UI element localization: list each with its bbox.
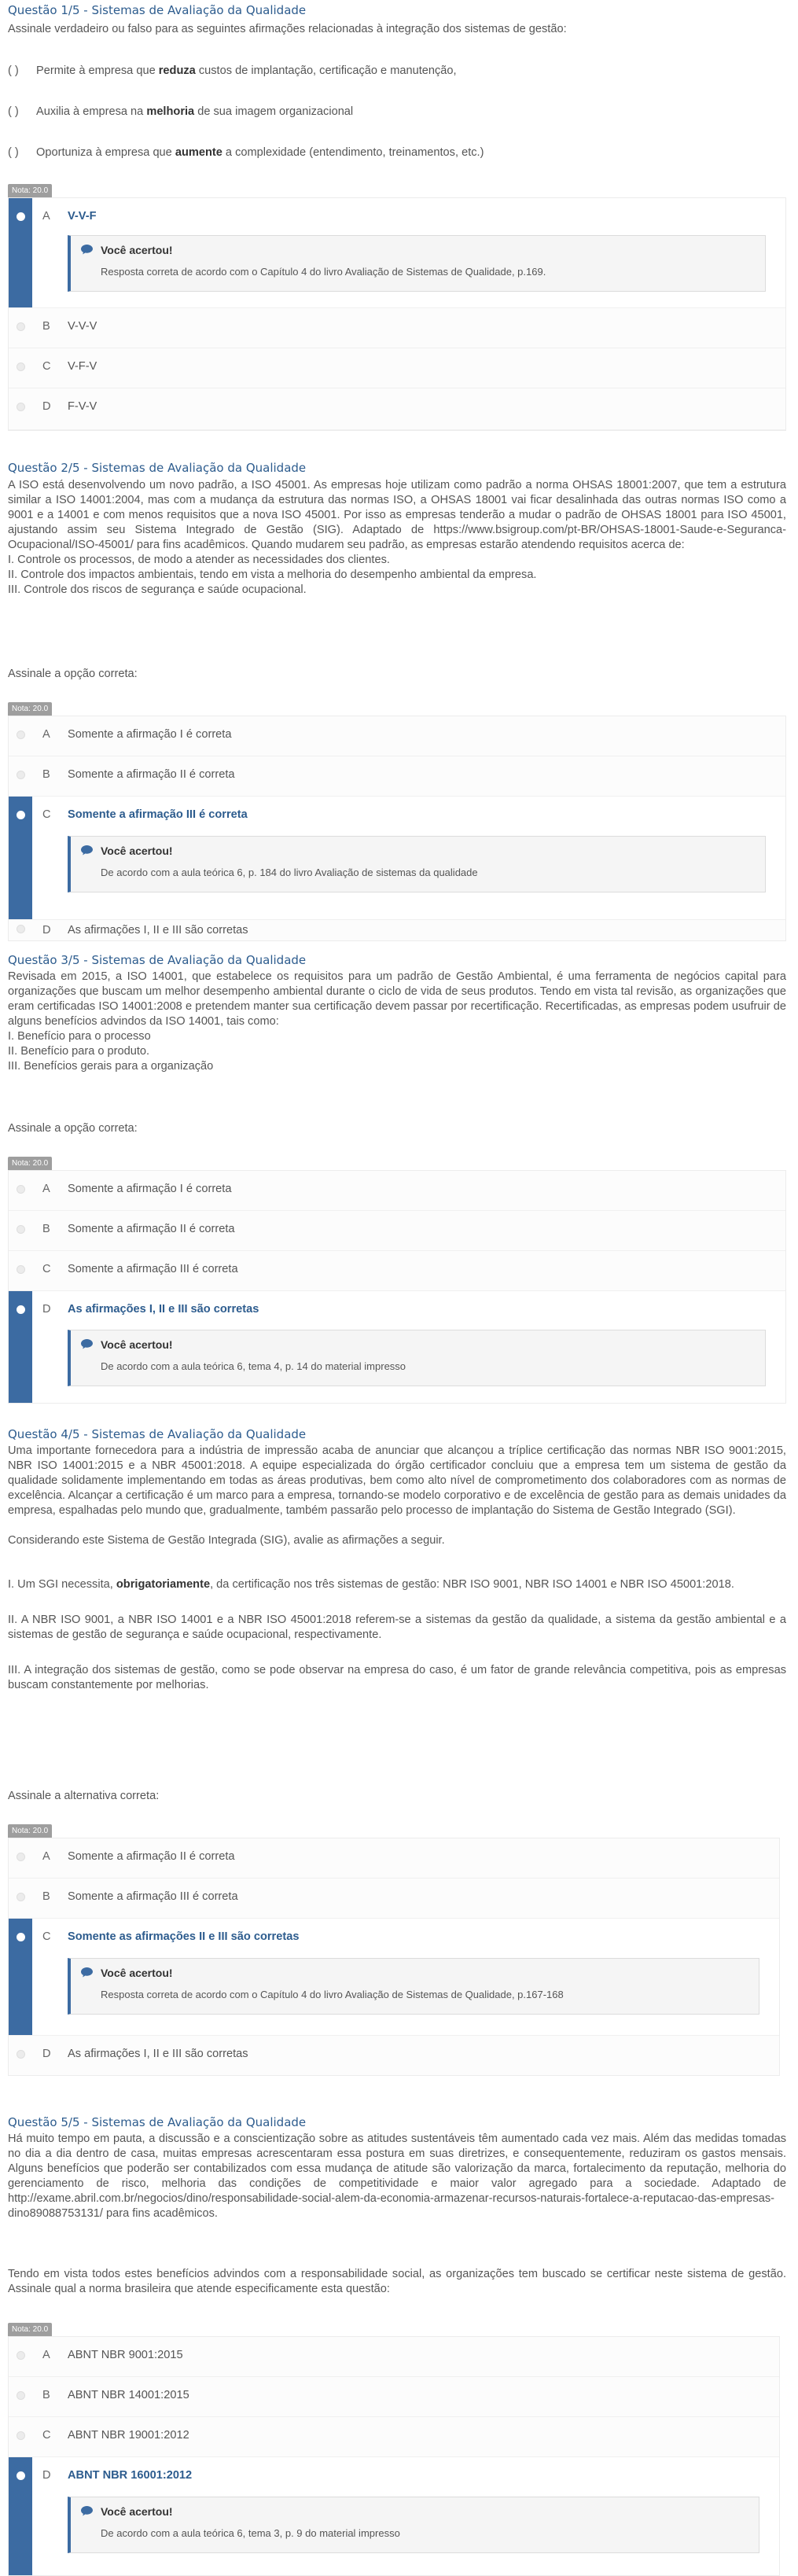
option-text: As afirmações I, II e III são corretas [68,1303,259,1316]
feedback-text: Resposta correta de acordo com o Capítulo 4 do livro Avaliação de Sistemas de Qualidade, p.167-168 [101,1989,564,2000]
radio-icon[interactable] [17,925,25,933]
question-5-option-c[interactable] [9,2417,779,2457]
radio-icon[interactable] [17,811,25,819]
question-4-option-a[interactable] [9,1838,779,1879]
option-text: ABNT NBR 9001:2015 [68,2349,183,2361]
option-text: V-V-F [68,210,97,223]
option-letter: C [42,2429,51,2442]
question-1-intro: Assinale verdadeiro ou falso para as seguintes afirmações relacionadas à integração dos sistemas de gestão: [8,23,567,35]
radio-icon[interactable] [17,2050,25,2059]
chat-bubble-icon [80,1338,94,1349]
option-text: Somente a afirmação I é correta [68,1183,232,1195]
question-4-grade-badge: Nota: 20.0 [8,1824,52,1838]
question-4-statement-3: III. A integração dos sistemas de gestão, como se pode observar na empresa do caso, é um fator de grande relevância competitiva, pois as empresas buscam constantemente por melhorias. [8,1664,786,1691]
question-3-item-3: III. Benefícios gerais para a organização [8,1060,214,1073]
option-text: Somente a afirmação II é correta [68,1850,235,1863]
question-2-option-a[interactable] [9,716,785,756]
option-text: V-V-V [68,320,97,333]
option-text: Somente a afirmação III é correta [68,1890,238,1903]
question-1-statement-1: ( ) Permite à empresa que reduza custos de implantação, certificação e manutenção, [8,64,457,77]
chat-bubble-icon [80,244,94,255]
option-letter: D [42,2048,51,2060]
radio-icon[interactable] [17,403,25,411]
question-1-option-b[interactable] [9,308,785,348]
question-1-statement-2: ( ) Auxilia à empresa na melhoria de sua imagem organizacional [8,105,354,118]
radio-icon[interactable] [17,2351,25,2360]
question-4-title: Questão 4/5 - Sistemas de Avaliação da Qualidade [8,1427,307,1441]
radio-icon[interactable] [17,1893,25,1901]
question-1-title: Questão 1/5 - Sistemas de Avaliação da Qualidade [8,3,307,17]
question-2-option-c[interactable] [9,797,785,920]
feedback-text: De acordo com a aula teórica 6, tema 3, p. 9 do material impresso [101,2527,400,2539]
radio-icon[interactable] [17,1933,25,1941]
option-text: ABNT NBR 14001:2015 [68,2389,189,2401]
feedback-heading: Você acertou! [101,2505,173,2518]
chat-bubble-icon [80,2505,94,2516]
question-1-feedback [68,235,766,292]
option-letter: B [42,2389,50,2401]
radio-icon[interactable] [17,2431,25,2440]
question-3-item-2: II. Benefício para o produto. [8,1045,150,1058]
question-5-option-d[interactable] [9,2457,779,2575]
radio-icon[interactable] [17,1265,25,1274]
question-3-feedback [68,1330,766,1386]
radio-icon[interactable] [17,1185,25,1194]
question-1-stem [8,22,786,160]
question-5-feedback [68,2497,759,2553]
question-5-option-b[interactable] [9,2377,779,2417]
radio-icon[interactable] [17,362,25,371]
option-letter: C [42,1263,51,1275]
option-letter: D [42,400,51,413]
option-letter: C [42,1930,51,1943]
question-4-option-d[interactable] [9,2036,779,2075]
option-letter: B [42,1890,50,1903]
question-4-paragraph: Uma importante fornecedora para a indústria de impressão acaba de anunciar que alcançou a tríplice certificação das normas NBR ISO 9001:2015, NBR ISO 14001:2015 e a NBR 45001:2018. A equipe especializada do órgão certificador concluiu que a empresa tem um sistema de gestão da qualidade solidamente implementando em todas as áreas produtivas, bem como alto nível de comprometimento dos colaboradores com as normas de excelência. Alcançar a certificação é um marco para a empresa, tornando-se modelo corporativo e de excelência de gestão para as demais unidades da empresa, espalhadas pelo mundo que, gradualmente, também passarão pelo processo de implantação do Sistema de Gestão Integrado (SGI). [8,1444,786,1517]
question-3-prompt: Assinale a opção correta: [8,1122,138,1135]
question-3-option-d[interactable] [9,1291,785,1403]
option-text: Somente a afirmação I é correta [68,728,232,741]
question-5-title: Questão 5/5 - Sistemas de Avaliação da Qualidade [8,2115,307,2129]
radio-icon[interactable] [17,1853,25,1861]
option-text: Somente a afirmação III é correta [68,808,248,821]
question-4-option-b[interactable] [9,1879,779,1919]
question-2-grade-badge: Nota: 20.0 [8,702,52,716]
question-5-prompt: Tendo em vista todos estes benefícios advindos com a responsabilidade social, as organizações tem buscado se certificar neste sistema de gestão. Assinale qual a norma brasileira que atende especificamente esta questão: [8,2268,786,2295]
question-5-grade-badge: Nota: 20.0 [8,2323,52,2336]
question-4-statement-2: II. A NBR ISO 9001, a NBR ISO 14001 e a NBR ISO 45001:2018 referem-se a sistemas da gestão da qualidade, a sistema da gestão ambiental e a sistemas de gestão de segurança e saúde ocupacional, respectivamente. [8,1614,786,1641]
radio-icon[interactable] [17,2391,25,2400]
question-3-option-a[interactable] [9,1171,785,1211]
question-5-paragraph: Há muito tempo em pauta, a discussão e a conscientização sobre as atitudes sustentáveis têm aumentado cada vez mais. Além das medidas tomadas no dia a dia dentro de casa, muitas empresas acrescentaram essa postura em suas diretrizes, e consequentemente, reduziram os gastos mensais. Alguns benefícios que poderão ser contabilizados com essa mudança de atitude são valorização da marca, fortalecimento da reputação, melhoria do gerenciamento de risco, melhoria das condições de competitividade e maior valor agregado para a sociedade. Adaptado de http://exame.abril.com.br/negocios/dino/responsabilidade-social-alem-da-economia-armazenar-recursos-naturais-fortalece-a-reputacao-das-empresas-dino89088753131/ para fins acadêmicos. [8,2133,786,2220]
option-letter: A [42,728,50,741]
question-4-consider: Considerando este Sistema de Gestão Integrada (SIG), avalie as afirmações a seguir. [8,1534,445,1547]
chat-bubble-icon [80,845,94,856]
option-letter: D [42,924,51,937]
feedback-text: De acordo com a aula teórica 6, tema 4, p. 14 do material impresso [101,1360,406,1372]
feedback-heading: Você acertou! [101,244,173,256]
question-4-option-c[interactable] [9,1919,779,2036]
feedback-text: De acordo com a aula teórica 6, p. 184 do livro Avaliação de sistemas da qualidade [101,867,478,878]
option-text: Somente a afirmação II é correta [68,768,235,781]
question-2-stem [8,478,786,598]
option-letter: A [42,210,50,223]
option-text: As afirmações I, II e III são corretas [68,2048,248,2060]
question-1-option-a[interactable] [9,198,785,308]
radio-icon[interactable] [17,771,25,779]
option-letter: A [42,1183,50,1195]
option-text: ABNT NBR 19001:2012 [68,2429,189,2442]
feedback-text: Resposta correta de acordo com o Capítulo 4 do livro Avaliação de Sistemas de Qualidade, p.169. [101,266,546,278]
question-3-option-c[interactable] [9,1251,785,1291]
question-1-option-c[interactable] [9,348,785,388]
option-text: Somente a afirmação III é correta [68,1263,238,1275]
option-letter: C [42,808,51,821]
question-4-statement-1: I. Um SGI necessita, obrigatoriamente, da certificação nos três sistemas de gestão: NBR ISO 9001, NBR ISO 14001 e NBR ISO 45001:2018. [8,1578,734,1591]
question-3-option-b[interactable] [9,1211,785,1251]
question-1-option-d[interactable] [9,388,785,430]
option-text: As afirmações I, II e III são corretas [68,924,248,937]
option-letter: B [42,320,50,333]
question-4-answers [8,1838,780,2076]
question-5-option-a[interactable] [9,2337,779,2377]
question-4-feedback [68,1958,759,2015]
radio-icon[interactable] [17,322,25,331]
question-5-answers [8,2336,780,2576]
option-text: Somente a afirmação II é correta [68,1223,235,1235]
option-letter: A [42,2349,50,2361]
question-3-item-1: I. Benefício para o processo [8,1030,151,1043]
question-5-stem [8,2132,786,2221]
option-letter: B [42,1223,50,1235]
chat-bubble-icon [80,1967,94,1978]
option-letter: C [42,360,51,373]
question-1-grade-badge: Nota: 20.0 [8,184,52,197]
option-letter: D [42,1303,51,1316]
option-text: F-V-V [68,400,97,413]
question-3-stem [8,970,786,1074]
option-text: Somente as afirmações II e III são corretas [68,1930,300,1943]
radio-icon[interactable] [17,212,25,221]
option-letter: B [42,768,50,781]
question-3-paragraph: Revisada em 2015, a ISO 14001, que estabelece os requisitos para um padrão de Gestão Ambiental, é uma ferramenta de negócios capital para organizações que buscam um melhor desempenho ambiental durante o ciclo de vida de seus produtos. Tendo em vista tal revisão, as organizações que eram certificadas ISO 14001:2008 e pretendem manter sua certificação devem passar por recertificação. Recertificadas, as empresas podem usufruir de alguns benefícios advindos da ISO 14001, tais como: [8,970,786,1028]
question-3-title: Questão 3/5 - Sistemas de Avaliação da Qualidade [8,953,307,967]
question-2-title: Questão 2/5 - Sistemas de Avaliação da Qualidade [8,461,307,475]
question-1-answers [8,197,786,431]
radio-icon[interactable] [17,1305,25,1314]
option-letter: D [42,2469,51,2482]
question-4-prompt: Assinale a alternativa correta: [8,1790,160,1802]
question-3-grade-badge: Nota: 20.0 [8,1157,52,1170]
question-2-feedback [68,836,766,892]
feedback-heading: Você acertou! [101,1338,173,1351]
question-4-stem [8,1444,786,1693]
question-2-item-2: II. Controle dos impactos ambientais, tendo em vista a melhoria do desempenho ambiental da empresa. [8,569,537,581]
option-letter: A [42,1850,50,1863]
question-2-option-b[interactable] [9,756,785,797]
question-2-prompt: Assinale a opção correta: [8,668,138,680]
radio-icon[interactable] [17,2471,25,2480]
feedback-heading: Você acertou! [101,845,173,857]
question-1-statement-3: ( ) Oportuniza à empresa que aumente a complexidade (entendimento, treinamentos, etc.) [8,146,484,159]
feedback-heading: Você acertou! [101,1967,173,1979]
question-2-option-d[interactable] [9,920,785,940]
radio-icon[interactable] [17,730,25,739]
question-2-paragraph: A ISO está desenvolvendo um novo padrão, a ISO 45001. As empresas hoje utilizam como padrão a norma OHSAS 18001:2007, que tem a estrutura similar a ISO 14001:2004, mas com a mudança da estrutura das normas ISO, a OHSAS 18001 vai ficar desalinhada das outras normas ISO como a 9001 e a 14001 e com menos requisitos que a nova ISO 45001. Por isso as empresas tenderão a mudar o padrão de OHSAS 18001 para ISO 45001, ajustando assim seu Sistema Integrado de Gestão (SIG). Adaptado de https://www.bsigroup.com/pt-BR/OHSAS-18001-Saude-e-Seguranca-Ocupacional/ISO-45001/ para fins acadêmicos. Quando mudarem seu padrão, as empresas estarão atendendo requisitos acerca de: [8,479,786,551]
option-text: ABNT NBR 16001:2012 [68,2469,193,2482]
question-3-answers [8,1170,786,1404]
question-2-answers [8,716,786,941]
question-2-item-1: I. Controle os processos, de modo a atender as necessidades dos clientes. [8,554,390,566]
option-text: V-F-V [68,360,97,373]
radio-icon[interactable] [17,1225,25,1234]
question-2-item-3: III. Controle dos riscos de segurança e saúde ocupacional. [8,583,307,596]
